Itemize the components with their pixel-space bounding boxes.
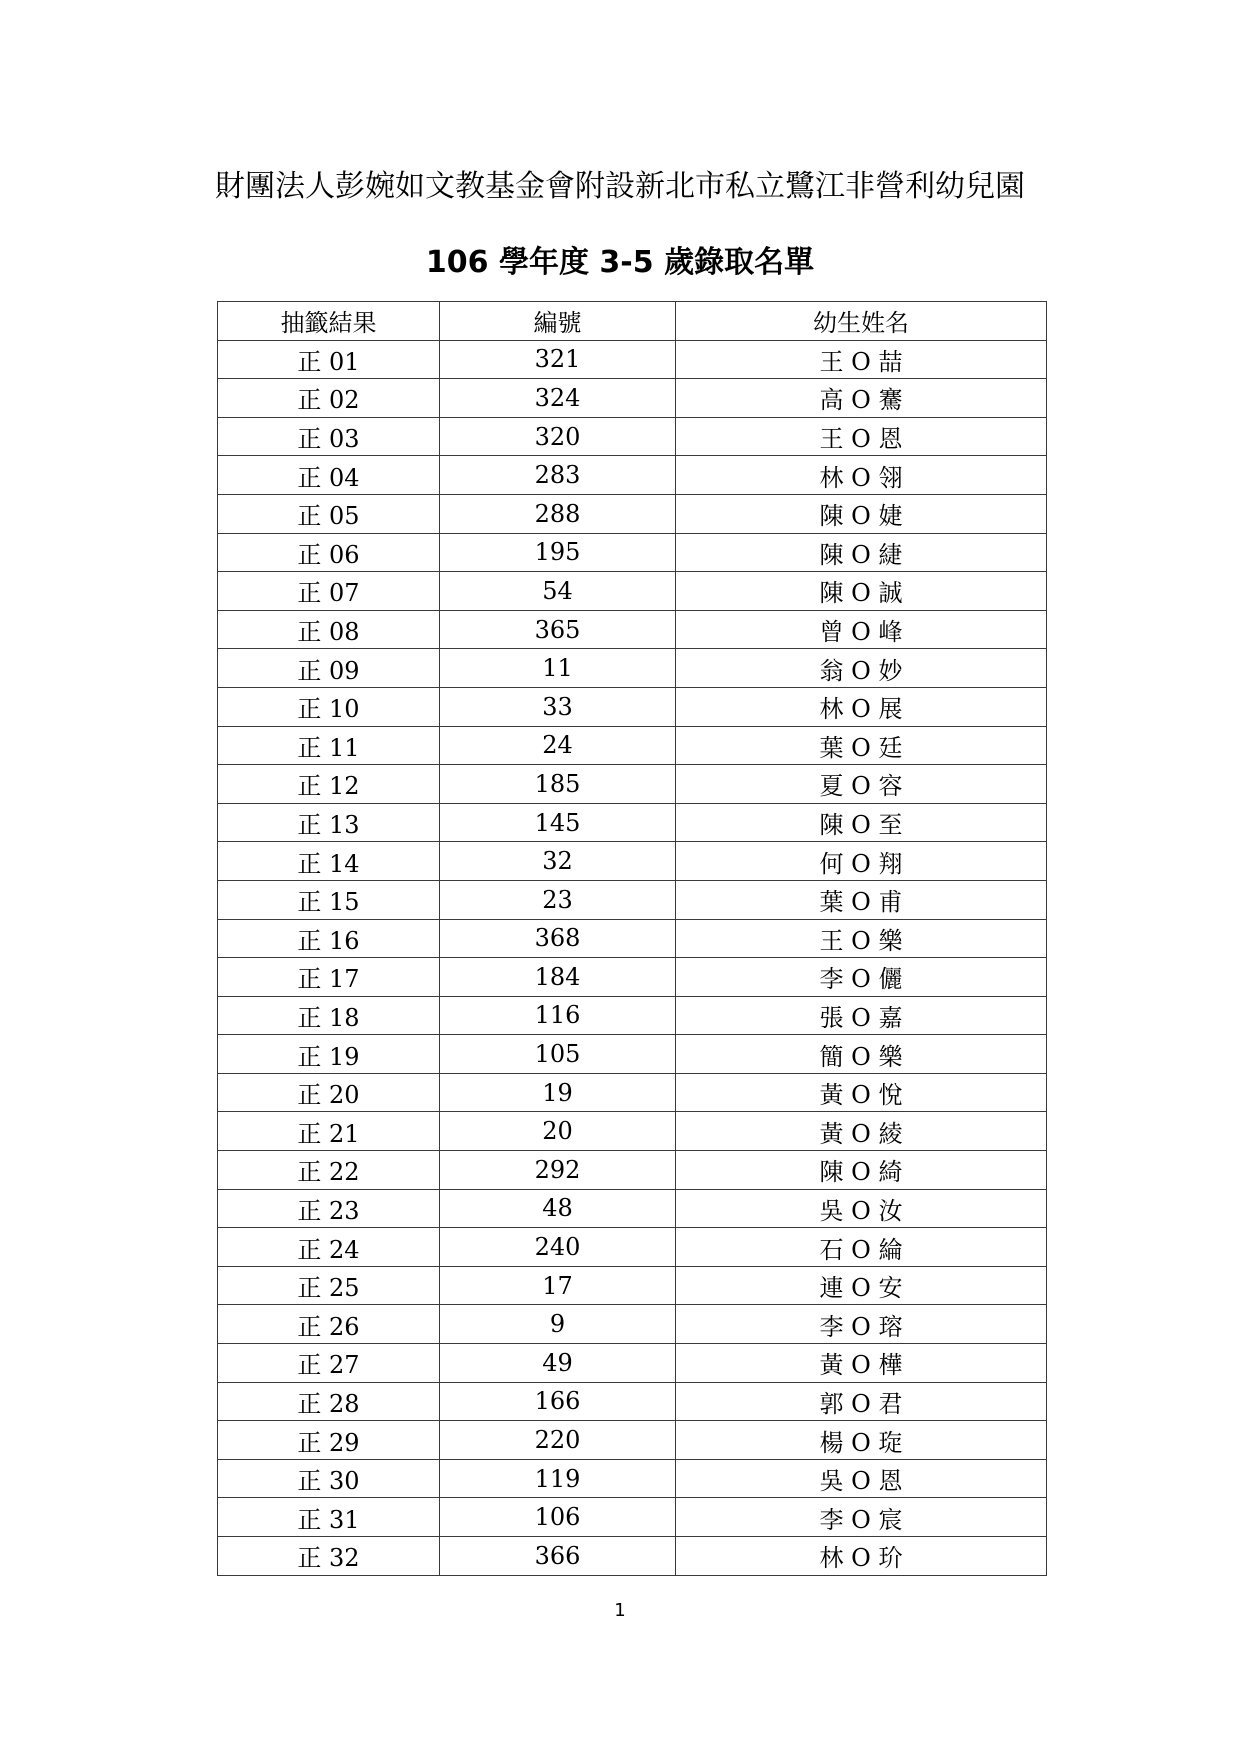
child-name-cell: 林 O 玠: [676, 1537, 1047, 1576]
draw-result-cell: 正 24: [218, 1228, 440, 1267]
table-row: [218, 765, 1047, 804]
child-name-cell: 高 O 騫: [676, 379, 1047, 418]
draw-result-cell: 正 10: [218, 687, 440, 726]
child-name-cell: 何 O 翔: [676, 842, 1047, 881]
number-cell: 17: [440, 1266, 676, 1305]
document-subtitle: 106 學年度 3-5 歲錄取名單: [425, 245, 815, 280]
table-body: [218, 340, 1047, 1575]
number-cell: 20: [440, 1112, 676, 1151]
child-name-cell: 吳 O 恩: [676, 1459, 1047, 1498]
child-name-cell: 陳 O 至: [676, 803, 1047, 842]
draw-result-cell: 正 30: [218, 1459, 440, 1498]
page-number: 1: [614, 1600, 626, 1621]
draw-result-cell: 正 16: [218, 919, 440, 958]
draw-result-cell: 正 08: [218, 610, 440, 649]
child-name-cell: 王 O 樂: [676, 919, 1047, 958]
table-row: [218, 726, 1047, 765]
draw-result-cell: 正 27: [218, 1344, 440, 1383]
table-row: [218, 1421, 1047, 1460]
draw-result-cell: 正 17: [218, 958, 440, 997]
number-cell: 145: [440, 803, 676, 842]
number-cell: 321: [440, 340, 676, 379]
child-name-cell: 陳 O 誠: [676, 572, 1047, 611]
draw-result-cell: 正 03: [218, 417, 440, 456]
number-cell: 292: [440, 1151, 676, 1190]
draw-result-cell: 正 26: [218, 1305, 440, 1344]
child-name-cell: 石 O 綸: [676, 1228, 1047, 1267]
number-cell: 240: [440, 1228, 676, 1267]
table-row: [218, 842, 1047, 881]
table-row: [218, 1228, 1047, 1267]
number-cell: 106: [440, 1498, 676, 1537]
table-row: [218, 1266, 1047, 1305]
draw-result-cell: 正 23: [218, 1189, 440, 1228]
table-row: [218, 1189, 1047, 1228]
draw-result-cell: 正 32: [218, 1537, 440, 1576]
number-cell: 166: [440, 1382, 676, 1421]
table-row: [218, 572, 1047, 611]
table-row: [218, 880, 1047, 919]
number-cell: 368: [440, 919, 676, 958]
child-name-cell: 黃 O 樺: [676, 1344, 1047, 1383]
number-cell: 288: [440, 494, 676, 533]
table-row: [218, 958, 1047, 997]
table-row: [218, 1498, 1047, 1537]
draw-result-cell: 正 25: [218, 1266, 440, 1305]
table-row: [218, 417, 1047, 456]
draw-result-cell: 正 02: [218, 379, 440, 418]
admission-table: [217, 301, 1047, 1576]
child-name-cell: 陳 O 綺: [676, 1151, 1047, 1190]
number-cell: 54: [440, 572, 676, 611]
table-row: [218, 1344, 1047, 1383]
number-cell: 366: [440, 1537, 676, 1576]
table-row: [218, 1382, 1047, 1421]
number-cell: 116: [440, 996, 676, 1035]
child-name-cell: 曾 O 峰: [676, 610, 1047, 649]
child-name-cell: 李 O 儷: [676, 958, 1047, 997]
number-cell: 185: [440, 765, 676, 804]
draw-result-cell: 正 20: [218, 1073, 440, 1112]
draw-result-cell: 正 11: [218, 726, 440, 765]
child-name-cell: 夏 O 容: [676, 765, 1047, 804]
child-name-cell: 張 O 嘉: [676, 996, 1047, 1035]
draw-result-cell: 正 31: [218, 1498, 440, 1537]
child-name-cell: 林 O 翎: [676, 456, 1047, 495]
child-name-cell: 翁 O 妙: [676, 649, 1047, 688]
draw-result-cell: 正 12: [218, 765, 440, 804]
child-name-cell: 陳 O 緁: [676, 533, 1047, 572]
number-cell: 11: [440, 649, 676, 688]
child-name-cell: 王 O 恩: [676, 417, 1047, 456]
table-row: [218, 1073, 1047, 1112]
table-row: [218, 340, 1047, 379]
number-cell: 24: [440, 726, 676, 765]
child-name-cell: 葉 O 廷: [676, 726, 1047, 765]
draw-result-cell: 正 21: [218, 1112, 440, 1151]
table-row: [218, 649, 1047, 688]
number-cell: 19: [440, 1073, 676, 1112]
number-cell: 49: [440, 1344, 676, 1383]
child-name-cell: 郭 O 君: [676, 1382, 1047, 1421]
child-name-cell: 簡 O 樂: [676, 1035, 1047, 1074]
number-cell: 220: [440, 1421, 676, 1460]
child-name-cell: 吳 O 汝: [676, 1189, 1047, 1228]
table-row: [218, 610, 1047, 649]
draw-result-cell: 正 06: [218, 533, 440, 572]
draw-result-cell: 正 07: [218, 572, 440, 611]
table-row: [218, 1459, 1047, 1498]
draw-result-cell: 正 09: [218, 649, 440, 688]
table-row: [218, 996, 1047, 1035]
child-name-cell: 黃 O 綾: [676, 1112, 1047, 1151]
number-cell: 184: [440, 958, 676, 997]
table-row: [218, 456, 1047, 495]
number-cell: 119: [440, 1459, 676, 1498]
number-cell: 33: [440, 687, 676, 726]
child-name-cell: 連 O 安: [676, 1266, 1047, 1305]
child-name-cell: 黃 O 悅: [676, 1073, 1047, 1112]
draw-result-cell: 正 15: [218, 880, 440, 919]
child-name-cell: 楊 O 琁: [676, 1421, 1047, 1460]
table-row: [218, 1112, 1047, 1151]
number-cell: 105: [440, 1035, 676, 1074]
draw-result-cell: 正 19: [218, 1035, 440, 1074]
draw-result-cell: 正 14: [218, 842, 440, 881]
document-title: 財團法人彭婉如文教基金會附設新北市私立鷺江非營利幼兒園: [215, 169, 1025, 204]
child-name-cell: 葉 O 甫: [676, 880, 1047, 919]
table-row: [218, 687, 1047, 726]
draw-result-cell: 正 05: [218, 494, 440, 533]
table-row: [218, 533, 1047, 572]
draw-result-cell: 正 04: [218, 456, 440, 495]
draw-result-cell: 正 29: [218, 1421, 440, 1460]
number-cell: 48: [440, 1189, 676, 1228]
header-draw-result: 抽籤結果: [218, 302, 440, 341]
table-row: [218, 803, 1047, 842]
draw-result-cell: 正 01: [218, 340, 440, 379]
number-cell: 32: [440, 842, 676, 881]
table-row: [218, 1305, 1047, 1344]
table-header-row: [218, 302, 1047, 341]
child-name-cell: 林 O 展: [676, 687, 1047, 726]
child-name-cell: 李 O 瑢: [676, 1305, 1047, 1344]
header-number: 編號: [440, 302, 676, 341]
child-name-cell: 王 O 喆: [676, 340, 1047, 379]
child-name-cell: 陳 O 婕: [676, 494, 1047, 533]
table-row: [218, 919, 1047, 958]
draw-result-cell: 正 18: [218, 996, 440, 1035]
table-row: [218, 494, 1047, 533]
number-cell: 324: [440, 379, 676, 418]
draw-result-cell: 正 22: [218, 1151, 440, 1190]
draw-result-cell: 正 13: [218, 803, 440, 842]
table-row: [218, 1537, 1047, 1576]
number-cell: 195: [440, 533, 676, 572]
child-name-cell: 李 O 宸: [676, 1498, 1047, 1537]
number-cell: 320: [440, 417, 676, 456]
number-cell: 365: [440, 610, 676, 649]
table-row: [218, 379, 1047, 418]
header-child-name: 幼生姓名: [676, 302, 1047, 341]
number-cell: 283: [440, 456, 676, 495]
number-cell: 9: [440, 1305, 676, 1344]
number-cell: 23: [440, 880, 676, 919]
table-row: [218, 1151, 1047, 1190]
draw-result-cell: 正 28: [218, 1382, 440, 1421]
table-row: [218, 1035, 1047, 1074]
